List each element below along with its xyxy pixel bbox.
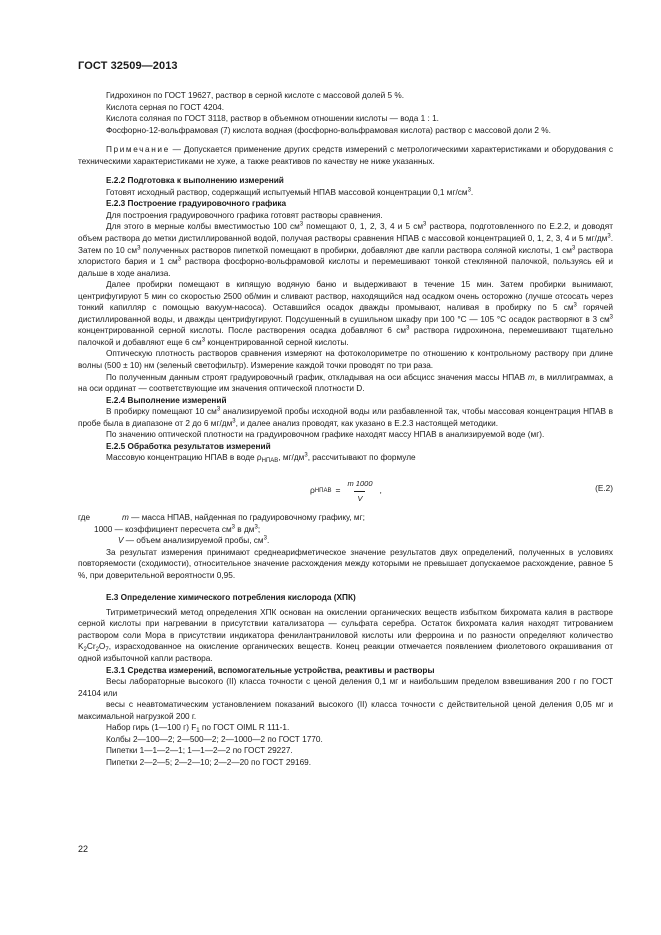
formula-denominator: V: [354, 491, 365, 505]
formula: ρ НПАВ = $\frac{m 1000}{V}$ ,: [310, 478, 382, 503]
equipment-item: Набор гирь (1—100 г) $F_1$ по ГОСТ OIML R 111-1.: [106, 723, 290, 735]
formula-block: [78, 474, 613, 508]
reagent-item: Фосфорно-12-вольфрамовая (7) кислота водная (фосфорно-вольфрамовая кислота) раствор с массовой доли 2 %.: [106, 125, 551, 135]
equipment-item: Пипетки 2—2—5; 2—2—10; 2—2—20 по ГОСТ 29169.: [106, 757, 312, 767]
section-heading-e25: Е.2.5 Обработка результатов измерений: [106, 441, 271, 451]
formula-numerator: m 1000: [347, 478, 373, 488]
reagent-item: Кислота серная по ГОСТ 4204.: [106, 102, 225, 112]
page-content: [78, 90, 613, 768]
e22-text: Готовят исходный раствор, содержащий испытуемый НПАВ массовой концентрации 0,1 $мг/см^3$.: [106, 187, 474, 197]
where-line-v: V — объем анализируемой пробы, $см^3$.: [118, 535, 270, 546]
e23-paragraph-1: Для построения градуировочного графика готовят растворы сравнения.: [106, 210, 383, 220]
reagent-item: Гидрохинон по ГОСТ 19627, раствор в серной кислоте с массовой долей 5 %.: [106, 91, 405, 100]
note-label: Примечание: [106, 145, 170, 155]
equipment-item: весы с неавтоматическим установлением показаний высокого (II) класса точности с действительной ценой деления 0,05 мг и максимальной нагрузкой 200 г.: [78, 700, 613, 721]
where-line-1000: 1000 — коэффициент пересчета $см^3$ в $дм^3$;: [94, 524, 261, 534]
e23-paragraph-2: Для этого в мерные колбы вместимостью 100 $см^3$ помещают 0, 1, 2, 3, 4 и 5 $см^3$ раствора, подготовленного по Е.2.2, и доводят объем раствора до метки дистиллированной водой, получая растворы сравнения НПАВ с массовой концентрацией 0, 1, 2, 3, 4 и 5 $мг/дм^3$. Затем по 10 $см^3$ полученных растворов пипеткой помещают в пробирки, добавляют две капли раствора соляной кислоты, 1 $см^3$ раствора хлористого бария и 1 $см^3$ раствора фосфорно-вольфрамовой кислоты и перемешивают тонкой стеклянной палочкой, пользуясь ей и дальше в ходе анализа.: [78, 221, 613, 278]
e23-paragraph-3: Далее пробирки помещают в кипящую водяную баню и выдерживают в течение 15 мин. Затем пробирки вынимают, центрифугируют 5 мин со скоростью 2500 об/мин и сливают раствор, находящийся над осадком очень осторожно (лучше отсосать через тонкий капилляр с помощью вакуум-насоса). Оставшийся осадок дважды промывают, наливая в пробирку по 5 $см^3$ горячей дистиллированной воды, и дважды центрифугируют. Подсушенный в сушильном шкафу при 100 °С — 105 °С осадок растворяют в 3 $см^3$ концентрированной серной кислоты. После растворения осадка добавляют 6 $см^3$ раствора гидрохинона, перемешивают тщательно палочкой и добавляют еще 6 $см^3$ концентрированной серной кислоты.: [78, 280, 613, 347]
section-heading-e3: Е.3 Определение химического потребления кислорода (ХПК): [106, 593, 356, 603]
e24-paragraph-1: В пробирку помещают 10 $см^3$ анализируемой пробы исходной воды или разбавленной так, чтобы массовая концентрация НПАВ в пробе была в диапазоне от 2 до 6 $мг/дм^3$, и далее анализ проводят, как указано в Е.2.3 настоящей методики.: [78, 406, 613, 428]
result-paragraph: За результат измерения принимают среднеарифметическое значение результатов двух определений, полученных в условиях повторяемости (сходимости), относительное значение расхождения между которыми не превышает допускаемое расхождение, равное 5 %, при доверительной вероятности 0,95.: [78, 547, 613, 580]
section-heading-e23: Е.2.3 Построение градуировочного графика: [106, 199, 287, 209]
e3-paragraph-1: Титриметрический метод определения ХПК основан на окислении органических веществ избытком бихромата калия в растворе серной кислоты при нагревании в присутствии катализатора — сульфата серебра. Остаток бихромата калия находят титрованием раствором соли Мора в присутствии индикатора фенилантраниловой кислоты или ферроина и по разности определяют количество $K_2Cr_2O_7$, израсходованное на окисление органических веществ. Конец реакции отмечается появлением фиолетового окрашивания от одной избыточной капли раствора.: [78, 607, 613, 663]
page-number: 22: [78, 844, 89, 854]
doc-header: ГОСТ 32509—2013: [78, 60, 178, 72]
e25-paragraph-1: Массовую концентрацию НПАВ в воде $\rho_{НПАВ}$, $мг/дм^3$, рассчитывают по формуле: [106, 452, 416, 465]
e24-paragraph-2: По значению оптической плотности на градуировочном графике находят массу НПАВ в анализируемой воде (мг).: [106, 430, 545, 440]
note-paragraph: [78, 144, 613, 167]
where-line-m: где m — масса НПАВ, найденная по градуировочному графику, мг;: [78, 512, 365, 522]
section-heading-e22: Е.2.2 Подготовка к выполнению измерений: [106, 176, 284, 186]
section-heading-e31: Е.3.1 Средства измерений, вспомогательные устройства, реактивы и растворы: [106, 665, 435, 675]
equipment-item: Весы лабораторные высокого (II) класса точности с ценой деления 0,1 мг и наибольшим пределом взвешивания 200 г по ГОСТ 24104 или: [78, 677, 613, 698]
section-heading-e24: Е.2.4 Выполнение измерений: [106, 395, 227, 405]
note-text: — Допускается применение других средств измерений с метрологическими характеристиками и оборудования с техническими характеристиками не хуже, а также реактивов по качеству не ниже указанных.: [78, 145, 613, 166]
formula-fraction: [344, 478, 375, 504]
formula-number: (Е.2): [595, 483, 613, 493]
e23-paragraph-5: По полученным данным строят градуировочный график, откладывая на оси абсцисс значения массы НПАВ m, в миллиграммах, а на оси ординат — соответствующие им значения оптической плотности D.: [78, 372, 613, 394]
e23-paragraph-4: Оптическую плотность растворов сравнения измеряют на фотоколориметре по отношению к контрольному раствору при длине волны (500 ± 10) нм (зеленый светофильтр). Измерение каждой точки проводят по три раза.: [78, 349, 613, 371]
reagent-item: Кислота соляная по ГОСТ 3118, раствор в объемном отношении кислоты — вода 1 : 1.: [106, 114, 439, 124]
equipment-item: Колбы 2—100—2; 2—500—2; 2—1000—2 по ГОСТ 1770.: [106, 734, 323, 744]
equipment-item: Пипетки 1—1—2—1; 1—1—2—2 по ГОСТ 29227.: [106, 746, 293, 756]
